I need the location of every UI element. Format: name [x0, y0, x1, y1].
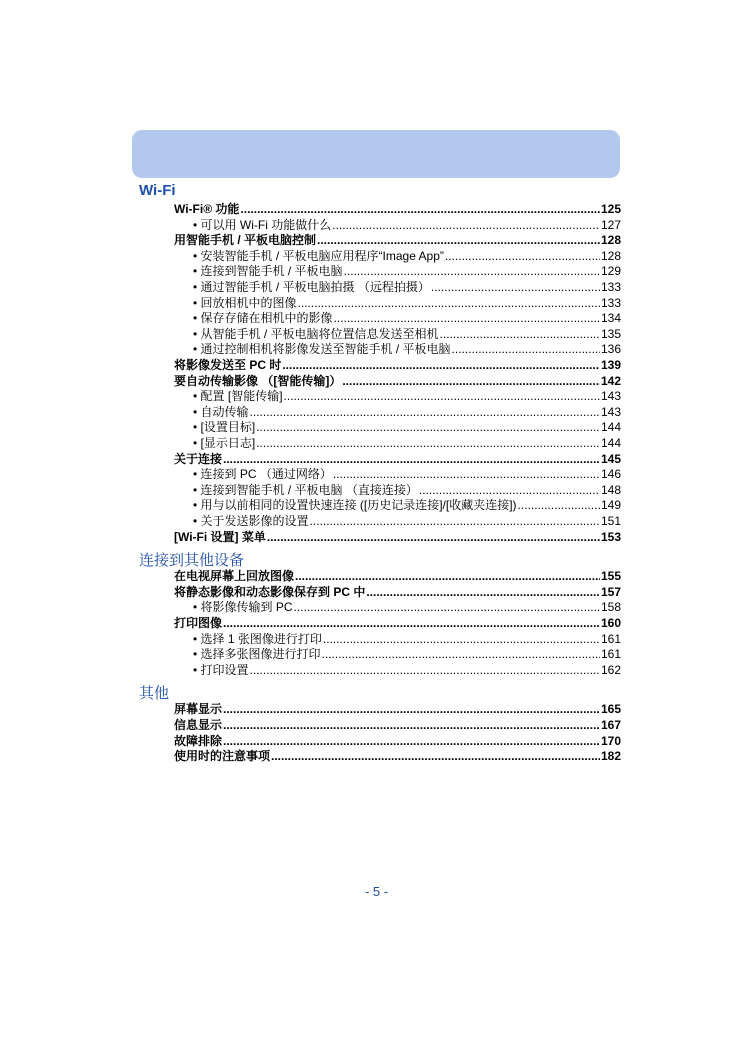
toc-dot-leader	[342, 374, 600, 389]
toc-dot-leader	[323, 632, 600, 647]
toc-dot-leader	[223, 734, 600, 749]
toc-entry-page: 143	[600, 404, 621, 419]
toc-entry[interactable]	[193, 296, 621, 311]
toc-entry-label: • 连接到 PC （通过网络）	[193, 467, 332, 482]
toc-entry-label: 要自动传输影像 （[智能传输]）	[174, 373, 342, 388]
toc-entry-label: • 可以用 Wi-Fi 功能做什么	[193, 217, 332, 232]
toc-entry-page: 160	[600, 616, 621, 630]
toc-dot-leader	[334, 311, 600, 326]
toc-entry-page: 148	[600, 482, 621, 497]
toc-entry[interactable]	[193, 514, 621, 529]
toc-entry[interactable]	[174, 452, 621, 467]
toc-dot-leader	[267, 530, 600, 545]
toc-entry[interactable]	[193, 389, 621, 404]
toc-entry-page: 149	[600, 498, 621, 513]
toc-entry-label: [Wi-Fi 设置] 菜单	[174, 529, 266, 544]
toc-entry-label: 打印图像	[174, 616, 223, 630]
toc-entry-label: • 打印设置	[193, 662, 249, 677]
toc-entry-label: • 保存存储在相机中的影像	[193, 311, 333, 326]
toc-entry-label: • [设置目标]	[193, 420, 256, 435]
toc-dot-leader	[322, 647, 600, 662]
toc-entry[interactable]	[174, 718, 621, 733]
toc-entry-label: Wi-Fi® 功能	[174, 202, 240, 216]
toc-entry[interactable]	[174, 616, 621, 631]
toc-entry-page: 182	[600, 749, 621, 764]
toc-entry-label: • 从智能手机 / 平板电脑将位置信息发送至相机	[193, 326, 439, 341]
toc-entry[interactable]	[193, 342, 621, 357]
toc-entry-label: • 自动传输	[193, 404, 249, 419]
toc-dot-leader	[294, 600, 600, 615]
toc-dot-leader	[240, 202, 600, 217]
toc-entry[interactable]	[193, 436, 621, 451]
toc-entry-label: 信息显示	[174, 718, 223, 732]
header-banner	[132, 130, 620, 178]
toc-entry-label: • 配置 [智能传输]	[193, 389, 283, 404]
toc-entry-page: 128	[600, 233, 621, 248]
toc-entry-page: 153	[600, 529, 621, 544]
toc-entry-page: 146	[600, 467, 621, 482]
toc-entry[interactable]	[193, 467, 621, 482]
toc-entry-page: 165	[600, 702, 621, 717]
section-heading: 其他	[139, 685, 170, 703]
toc-entry-page: 167	[600, 718, 621, 732]
toc-dot-leader	[250, 405, 600, 420]
toc-entry-page: 145	[600, 451, 621, 466]
toc-entry[interactable]	[174, 530, 621, 545]
toc-entry[interactable]	[174, 749, 621, 764]
toc-entry[interactable]	[193, 663, 621, 678]
toc-entry-page: 162	[600, 662, 621, 677]
toc-entry-label: • 将影像传输到 PC	[193, 600, 293, 615]
toc-entry-label: • 安装智能手机 / 平板电脑应用程序“Image App”	[193, 248, 444, 263]
toc-dot-leader	[223, 452, 600, 467]
toc-entry-page: 144	[600, 436, 621, 450]
toc-entry-page: 158	[600, 600, 621, 615]
toc-dot-leader	[431, 280, 600, 295]
toc-dot-leader	[366, 585, 600, 600]
toc-entry[interactable]	[174, 374, 621, 389]
toc-entry-label: 在电视屏幕上回放图像	[174, 569, 295, 584]
toc-entry-label: 将静态影像和动态影像保存到 PC 中	[174, 584, 366, 599]
toc-dot-leader	[282, 358, 600, 373]
toc-entry[interactable]	[193, 264, 621, 279]
toc-entry[interactable]	[174, 702, 621, 717]
toc-entry[interactable]	[174, 202, 621, 217]
toc-dot-leader	[295, 569, 600, 584]
toc-entry-label: • 选择多张图像进行打印	[193, 647, 321, 662]
toc-entry-label: • 用与以前相同的设置快速连接 ([历史记录连接]/[收藏夹连接])	[193, 498, 517, 513]
toc-entry-label: • 连接到智能手机 / 平板电脑	[193, 264, 343, 279]
toc-entry-page: 143	[600, 389, 621, 404]
toc-entry-label: 将影像发送至 PC 时	[174, 358, 282, 372]
toc-entry-label: 使用时的注意事项	[174, 749, 271, 764]
toc-entry[interactable]	[193, 647, 621, 662]
toc-entry-page: 135	[600, 326, 621, 341]
toc-entry-page: 133	[600, 295, 621, 310]
toc-dot-leader	[223, 616, 600, 631]
toc-entry[interactable]	[193, 311, 621, 326]
toc-dot-leader	[256, 436, 600, 451]
toc-dot-leader	[333, 467, 600, 482]
toc-entry[interactable]	[193, 405, 621, 420]
toc-dot-leader	[518, 498, 600, 513]
toc-dot-leader	[317, 233, 600, 248]
toc-entry-label: 用智能手机 / 平板电脑控制	[174, 233, 317, 248]
toc-dot-leader	[440, 327, 600, 342]
toc-entry[interactable]	[193, 498, 621, 513]
toc-dot-leader	[310, 514, 600, 529]
toc-entry-label: • 通过控制相机将影像发送至智能手机 / 平板电脑	[193, 342, 451, 357]
toc-dot-leader	[419, 483, 600, 498]
toc-entry[interactable]	[174, 233, 621, 248]
toc-entry-page: 155	[600, 569, 621, 584]
toc-entry-page: 128	[600, 248, 621, 263]
section-heading: Wi-Fi	[139, 182, 176, 199]
toc-entry[interactable]	[174, 569, 621, 584]
toc-entry-page: 133	[600, 280, 621, 294]
toc-entry[interactable]	[174, 358, 621, 373]
toc-entry-page: 129	[600, 264, 621, 279]
toc-entry-page: 170	[600, 733, 621, 748]
toc-dot-leader	[284, 389, 600, 404]
toc-entry-page: 161	[600, 631, 621, 646]
toc-entry[interactable]	[193, 249, 621, 264]
toc-entry-label: 关于连接	[174, 451, 223, 466]
toc-entry-label: • 连接到智能手机 / 平板电脑 （直接连接）	[193, 482, 418, 497]
toc-dot-leader	[271, 749, 600, 764]
toc-entry[interactable]	[193, 218, 621, 233]
toc-entry-page: 139	[600, 358, 621, 372]
toc-entry-page: 142	[600, 373, 621, 388]
toc-entry-page: 157	[600, 584, 621, 599]
toc-entry[interactable]	[193, 420, 621, 435]
toc-entry-label: 故障排除	[174, 733, 223, 748]
toc-entry-page: 136	[600, 342, 621, 357]
toc-entry-page: 125	[600, 202, 621, 216]
toc-dot-leader	[298, 296, 600, 311]
toc-dot-leader	[344, 264, 600, 279]
toc-entry-label: • [显示日志]	[193, 436, 256, 450]
toc-entry-page: 161	[600, 647, 621, 662]
toc-entry-label: • 回放相机中的图像	[193, 295, 297, 310]
toc-entry-page: 144	[600, 420, 621, 435]
toc-entry[interactable]	[174, 585, 621, 600]
toc-dot-leader	[223, 718, 600, 733]
section-heading: 连接到其他设备	[139, 552, 245, 570]
toc-entry-label: • 关于发送影像的设置	[193, 514, 309, 528]
toc-dot-leader	[223, 702, 600, 717]
toc-dot-leader	[250, 663, 600, 678]
toc-entry-label: • 通过智能手机 / 平板电脑拍摄 （远程拍摄）	[193, 280, 430, 294]
toc-entry[interactable]	[193, 600, 621, 615]
toc-entry[interactable]	[193, 483, 621, 498]
toc-entry-page: 134	[600, 311, 621, 326]
toc-entry[interactable]	[174, 734, 621, 749]
toc-entry-label: 屏幕显示	[174, 702, 223, 717]
toc-entry[interactable]	[193, 632, 621, 647]
toc-entry-label: • 选择 1 张图像进行打印	[193, 631, 322, 646]
toc-dot-leader	[445, 249, 600, 264]
page-number: - 5 -	[364, 884, 389, 899]
toc-entry[interactable]	[193, 280, 621, 295]
toc-entry[interactable]	[193, 327, 621, 342]
toc-entry-page: 127	[600, 217, 621, 232]
toc-dot-leader	[452, 342, 600, 357]
toc-entry-page: 151	[600, 514, 621, 528]
toc-dot-leader	[256, 420, 600, 435]
toc-dot-leader	[332, 218, 600, 233]
